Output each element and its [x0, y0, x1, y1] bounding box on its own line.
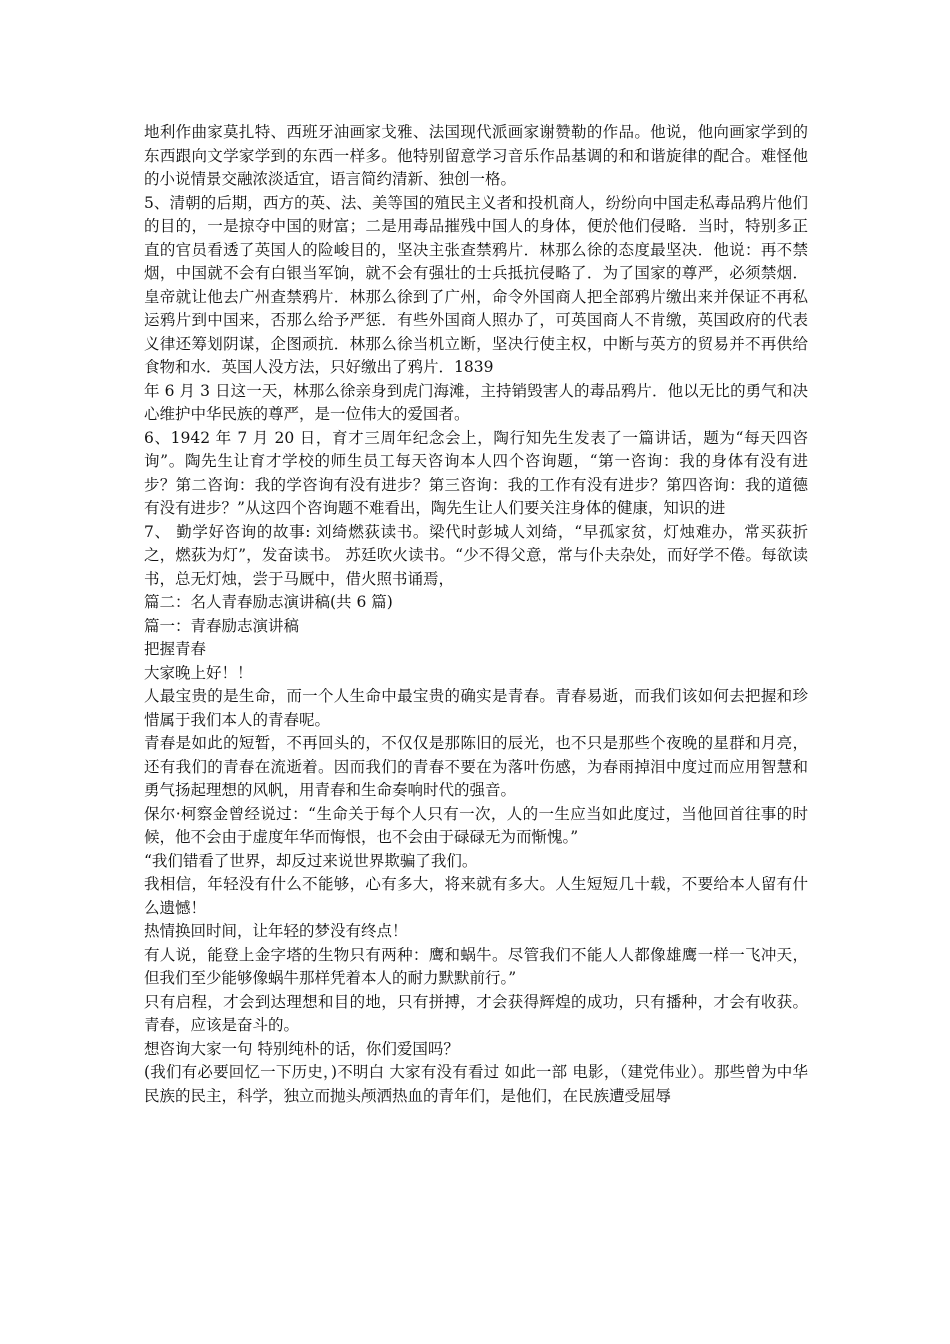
- paragraph-3: 年 6 月 3 日这一天，林那么徐亲身到虎门海滩，主持销毁害人的毒品鸦片．他以无比的勇气和决心维护中华民族的尊严，是一位伟大的爱国者。: [144, 381, 808, 423]
- paragraph-11: 青春是如此的短暂，不再回头的，不仅仅是那陈旧的辰光，也不只是那些个夜晚的星群和月亮，还有我们的青春在流逝着。因而我们的青春不要在为落叶伤感，为春雨掉泪中度过而应用智慧和勇气扬起理想的风帆，用青春和生命奏响时代的强音。: [144, 734, 808, 799]
- paragraph-19: (我们有必要回忆一下历史，)不明白 大家有没有看过 如此一部 电影，（建党伟业）。那些曾为中华民族的民主，科学，独立而抛头颅洒热血的青年们，是他们，在民族遭受屈辱: [144, 1063, 808, 1105]
- paragraph-4: 6、1942 年 7 月 20 日，育才三周年纪念会上，陶行知先生发表了一篇讲话，题为“每天四咨询”。陶先生让育才学校的师生员工每天咨询本人四个咨询题，“第一咨询：我的身体有没有进步？第二咨询：我的学咨询有没有进步？第三咨询：我的工作有没有进步？第四咨询：我的道德有没有进步？”从这四个咨询题不难看出，陶先生让人们要关注身体的健康，知识的进: [144, 428, 808, 517]
- subsection-heading: 篇一：青春励志演讲稿: [144, 616, 300, 635]
- speech-title: 把握青春: [144, 640, 207, 658]
- paragraph-15: 热情换回时间，让年轻的梦没有终点！: [144, 922, 408, 940]
- paragraph-greeting: 大家晚上好！！: [144, 663, 253, 682]
- paragraph-12: 保尔·柯察金曾经说过：“生命关于每个人只有一次，人的一生应当如此度过，当他回首往事的时候，他不会由于虚度年华而悔恨，也不会由于碌碌无为而惭愧。”: [144, 804, 808, 846]
- document-body: [144, 121, 808, 1108]
- paragraph-13: “我们错看了世界，却反过来说世界欺骗了我们。: [144, 851, 478, 870]
- paragraph-16: 有人说，能登上金字塔的生物只有两种：鹰和蜗牛。尽管我们不能人人都像雄鹰一样一飞冲天，但我们至少能够像蜗牛那样凭着本人的耐力默默前行。”: [144, 945, 808, 987]
- paragraph-14: 我相信，年轻没有什么不能够，心有多大，将来就有多大。人生短短几十载，不要给本人留有什么遗憾！: [144, 875, 808, 917]
- paragraph-1: 地利作曲家莫扎特、西班牙油画家戈雅、法国现代派画家谢赞勒的作品。他说，他向画家学到的东西跟向文学家学到的东西一样多。他特别留意学习音乐作品基调的和和谐旋律的配合。难怪他的小说情景交融浓淡适宜，语言简约清新、独创一格。: [144, 123, 808, 188]
- section-heading: 篇二：名人青春励志演讲稿(共 6 篇): [144, 593, 393, 611]
- paragraph-18: 想咨询大家一句 特别纯朴的话，你们爱国吗？: [144, 1039, 459, 1058]
- paragraph-10: 人最宝贵的是生命，而一个人生命中最宝贵的确实是青春。青春易逝，而我们该如何去把握和珍惜属于我们本人的青春呢。: [144, 687, 808, 729]
- paragraph-2: 5、清朝的后期，西方的英、法、美等国的殖民主义者和投机商人，纷纷向中国走私毒品鸦片他们的目的，一是掠夺中国的财富；二是用毒品摧残中国人的身体，便於他们侵略．当时，特别多正直的官员看透了英国人的险峻目的，坚决主张查禁鸦片．林那么徐的态度最坚决．他说：再不禁烟，中国就不会有白银当军饷，就不会有强壮的士兵抵抗侵略了．为了国家的尊严，必须禁烟．皇帝就让他去广州查禁鸦片．林那么徐到了广州，命令外国商人把全部鸦片缴出来并保证不再私运鸦片到中国来，否那么给予严惩．有些外国商人照办了，可英国商人不肯缴，英国政府的代表义律还筹划阴谋，企图顽抗．林那么徐当机立断，坚决行使主权，中断与英方的贸易并不再供给食物和水．英国人没方法，只好缴出了鸦片．1839: [144, 193, 808, 376]
- paragraph-5: 7、 勤学好咨询的故事: 刘绮燃荻读书。梁代时彭城人刘绮，“早孤家贫，灯烛难办，常买荻折之，燃荻为灯”，发奋读书。 苏廷吹火读书。“少不得父意，常与仆夫杂处，而好学不倦。每欲读书，总无灯烛，尝于马厩中，借火照书诵焉，: [144, 522, 808, 588]
- paragraph-17: 只有启程，才会到达理想和目的地，只有拼搏，才会获得辉煌的成功，只有播种，才会有收获。青春，应该是奋斗的。: [144, 992, 808, 1034]
